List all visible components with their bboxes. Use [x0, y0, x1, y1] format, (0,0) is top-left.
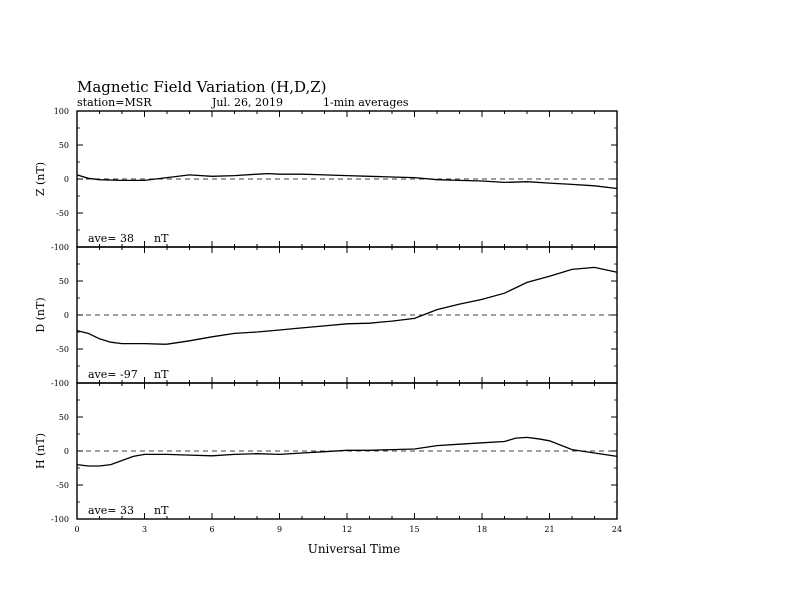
x-tick-label: 6	[209, 525, 215, 534]
y-tick-label-z: 50	[58, 141, 69, 150]
x-tick-label: 18	[476, 525, 488, 534]
y-tick-label-h: -50	[56, 481, 69, 490]
x-tick-label: 3	[141, 525, 148, 534]
y-tick-label-h: 50	[58, 413, 69, 422]
y-tick-label-z: 100	[53, 107, 69, 116]
average-unit-d: nT	[154, 368, 169, 381]
y-tick-label-d: 50	[58, 277, 69, 286]
y-tick-label-z: -100	[51, 243, 69, 252]
average-unit-h: nT	[154, 504, 169, 517]
average-label-h: ave= 33	[88, 504, 134, 517]
x-tick-label: 9	[276, 525, 283, 534]
y-tick-label-h: -100	[51, 515, 69, 524]
y-axis-label-h: H (nT)	[34, 432, 47, 470]
average-label-d: ave= -97	[88, 368, 138, 381]
x-axis-label: Universal Time	[307, 542, 401, 556]
averaging-label: 1-min averages	[323, 96, 409, 109]
average-unit-z: nT	[154, 232, 169, 245]
x-tick-label: 12	[341, 525, 353, 534]
average-label-z: ave= 38	[88, 232, 134, 245]
y-tick-label-z: 0	[63, 175, 69, 184]
y-axis-label-z: Z (nT)	[34, 161, 47, 197]
series-line-z	[77, 174, 617, 189]
y-axis-label-d: D (nT)	[34, 297, 47, 333]
chart-title: Magnetic Field Variation (H,D,Z)	[77, 78, 327, 96]
y-tick-label-h: 0	[63, 447, 69, 456]
y-tick-label-d: -100	[51, 379, 69, 388]
station-label: station=MSR	[77, 96, 152, 109]
series-line-h	[77, 437, 617, 466]
series-line-d	[77, 267, 617, 344]
y-tick-label-d: -50	[56, 345, 69, 354]
panels-group	[34, 107, 622, 534]
x-tick-label: 0	[74, 525, 80, 534]
date-label: Jul. 26, 2019	[212, 96, 283, 109]
y-tick-label-z: -50	[56, 209, 69, 218]
y-tick-label-d: 0	[63, 311, 69, 320]
x-tick-label: 24	[611, 525, 623, 534]
x-tick-label: 15	[409, 525, 420, 534]
x-tick-label: 21	[544, 525, 555, 534]
